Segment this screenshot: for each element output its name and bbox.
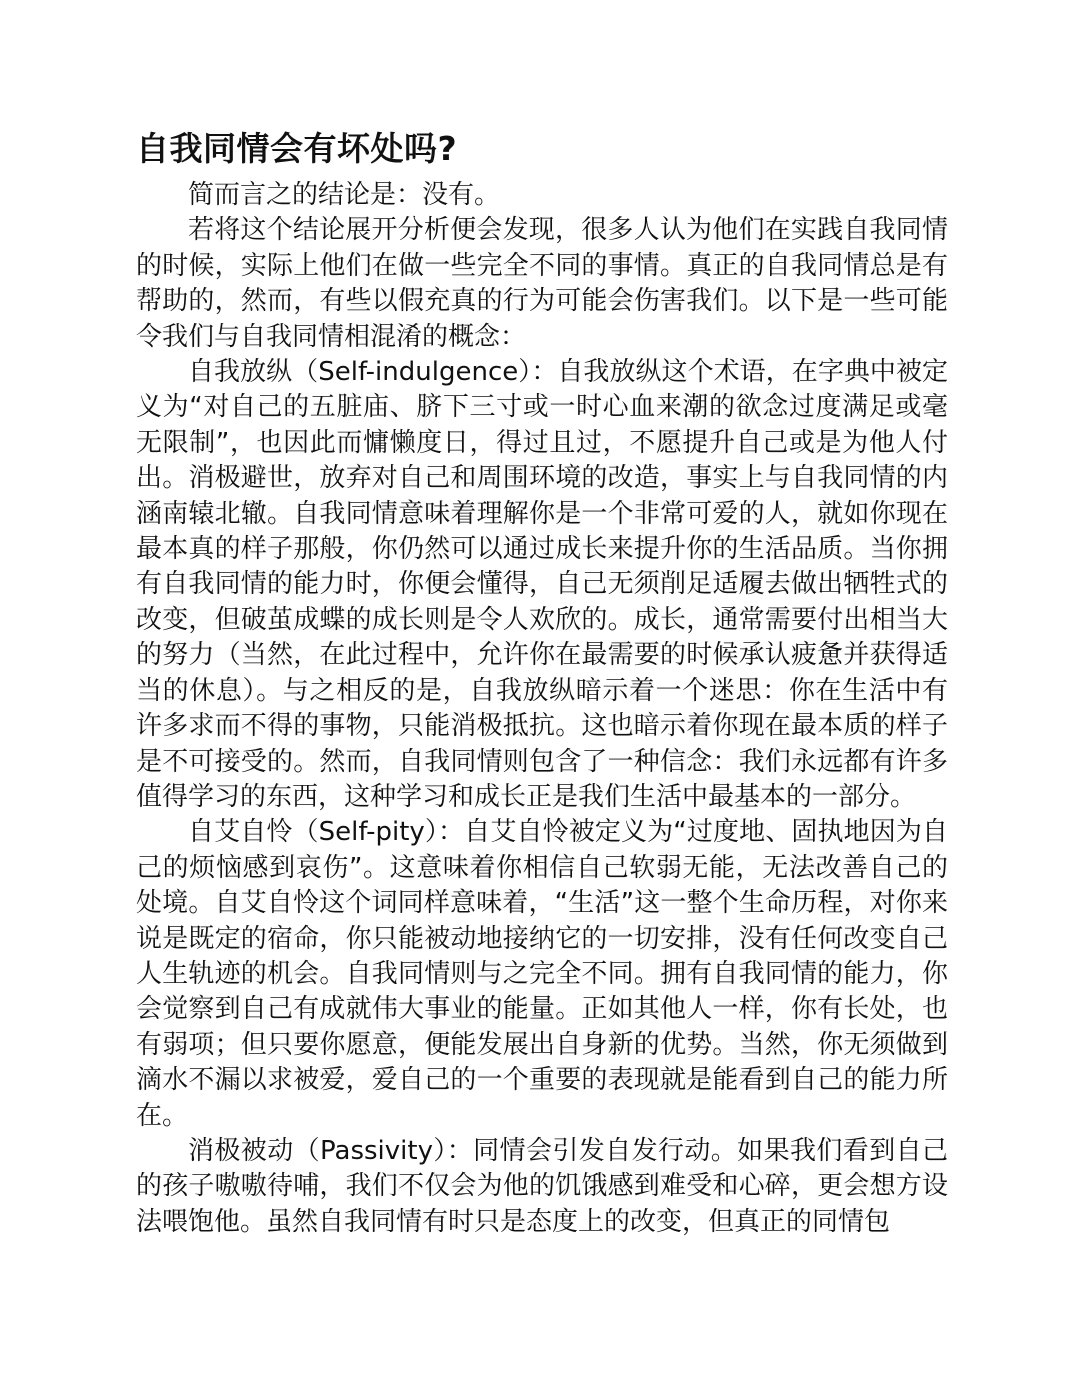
paragraph-intro: 若将这个结论展开分析便会发现，很多人认为他们在实践自我同情的时候，实际上他们在做一些完全不同的事情。真正的自我同情总是有帮助的，然而，有些以假充真的行为可能会伤害我们。以下是一些可能令我们与自我同情相混淆的概念： <box>136 215 948 352</box>
paragraph-passivity: 消极被动（Passivity）：同情会引发自发行动。如果我们看到自己的孩子嗷嗷待哺，我们不仅会为他的饥饿感到难受和心碎，更会想方设法喂饱他。虽然自我同情有时只是态度上的改变，但真正的同情包 <box>136 1135 948 1237</box>
document-page <box>136 124 948 1240</box>
paragraph-self-indulgence: 自我放纵（Self-indulgence）：自我放纵这个术语，在字典中被定义为“对自己的五脏庙、脐下三寸或一时心血来潮的欲念过度满足或毫无限制”，也因此而慵懒度日，得过且过，不愿提升自己或是为他人付出。消极避世，放弃对自己和周围环境的改造，事实上与自我同情的内涵南辕北辙。自我同情意味着理解你是一个非常可爱的人，就如你现在最本真的样子那般，你仍然可以通过成长来提升你的生活品质。当你拥有自我同情的能力时，你便会懂得，自己无须削足适履去做出牺牲式的改变，但破茧成蝶的成长则是令人欢欣的。成长，通常需要付出相当大的努力（当然，在此过程中，允许你在最需要的时候承认疲惫并获得适当的休息）。与之相反的是，自我放纵暗示着一个迷思：你在生活中有许多求而不得的事物，只能消极抵抗。这也暗示着你现在最本质的样子是不可接受的。然而，自我同情则包含了一种信念：我们永远都有许多值得学习的东西，这种学习和成长正是我们生活中最基本的一部分。 <box>136 357 948 812</box>
page-title: 自我同情会有坏处吗? <box>136 129 458 168</box>
paragraph-self-pity: 自艾自怜（Self-pity）：自艾自怜被定义为“过度地、固执地因为自己的烦恼感到哀伤”。这意味着你相信自己软弱无能，无法改善自己的处境。自艾自怜这个词同样意味着，“生活”这一整个生命历程，对你来说是既定的宿命，你只能被动地接纳它的一切安排，没有任何改变自己人生轨迹的机会。自我同情则与之完全不同。拥有自我同情的能力，你会觉察到自己有成就伟大事业的能量。正如其他人一样，你有长处，也有弱项；但只要你愿意，便能发展出自身新的优势。当然，你无须做到滴水不漏以求被爱，爱自己的一个重要的表现就是能看到自己的能力所在。 <box>136 817 948 1131</box>
paragraph-summary: 简而言之的结论是：没有。 <box>188 180 501 210</box>
